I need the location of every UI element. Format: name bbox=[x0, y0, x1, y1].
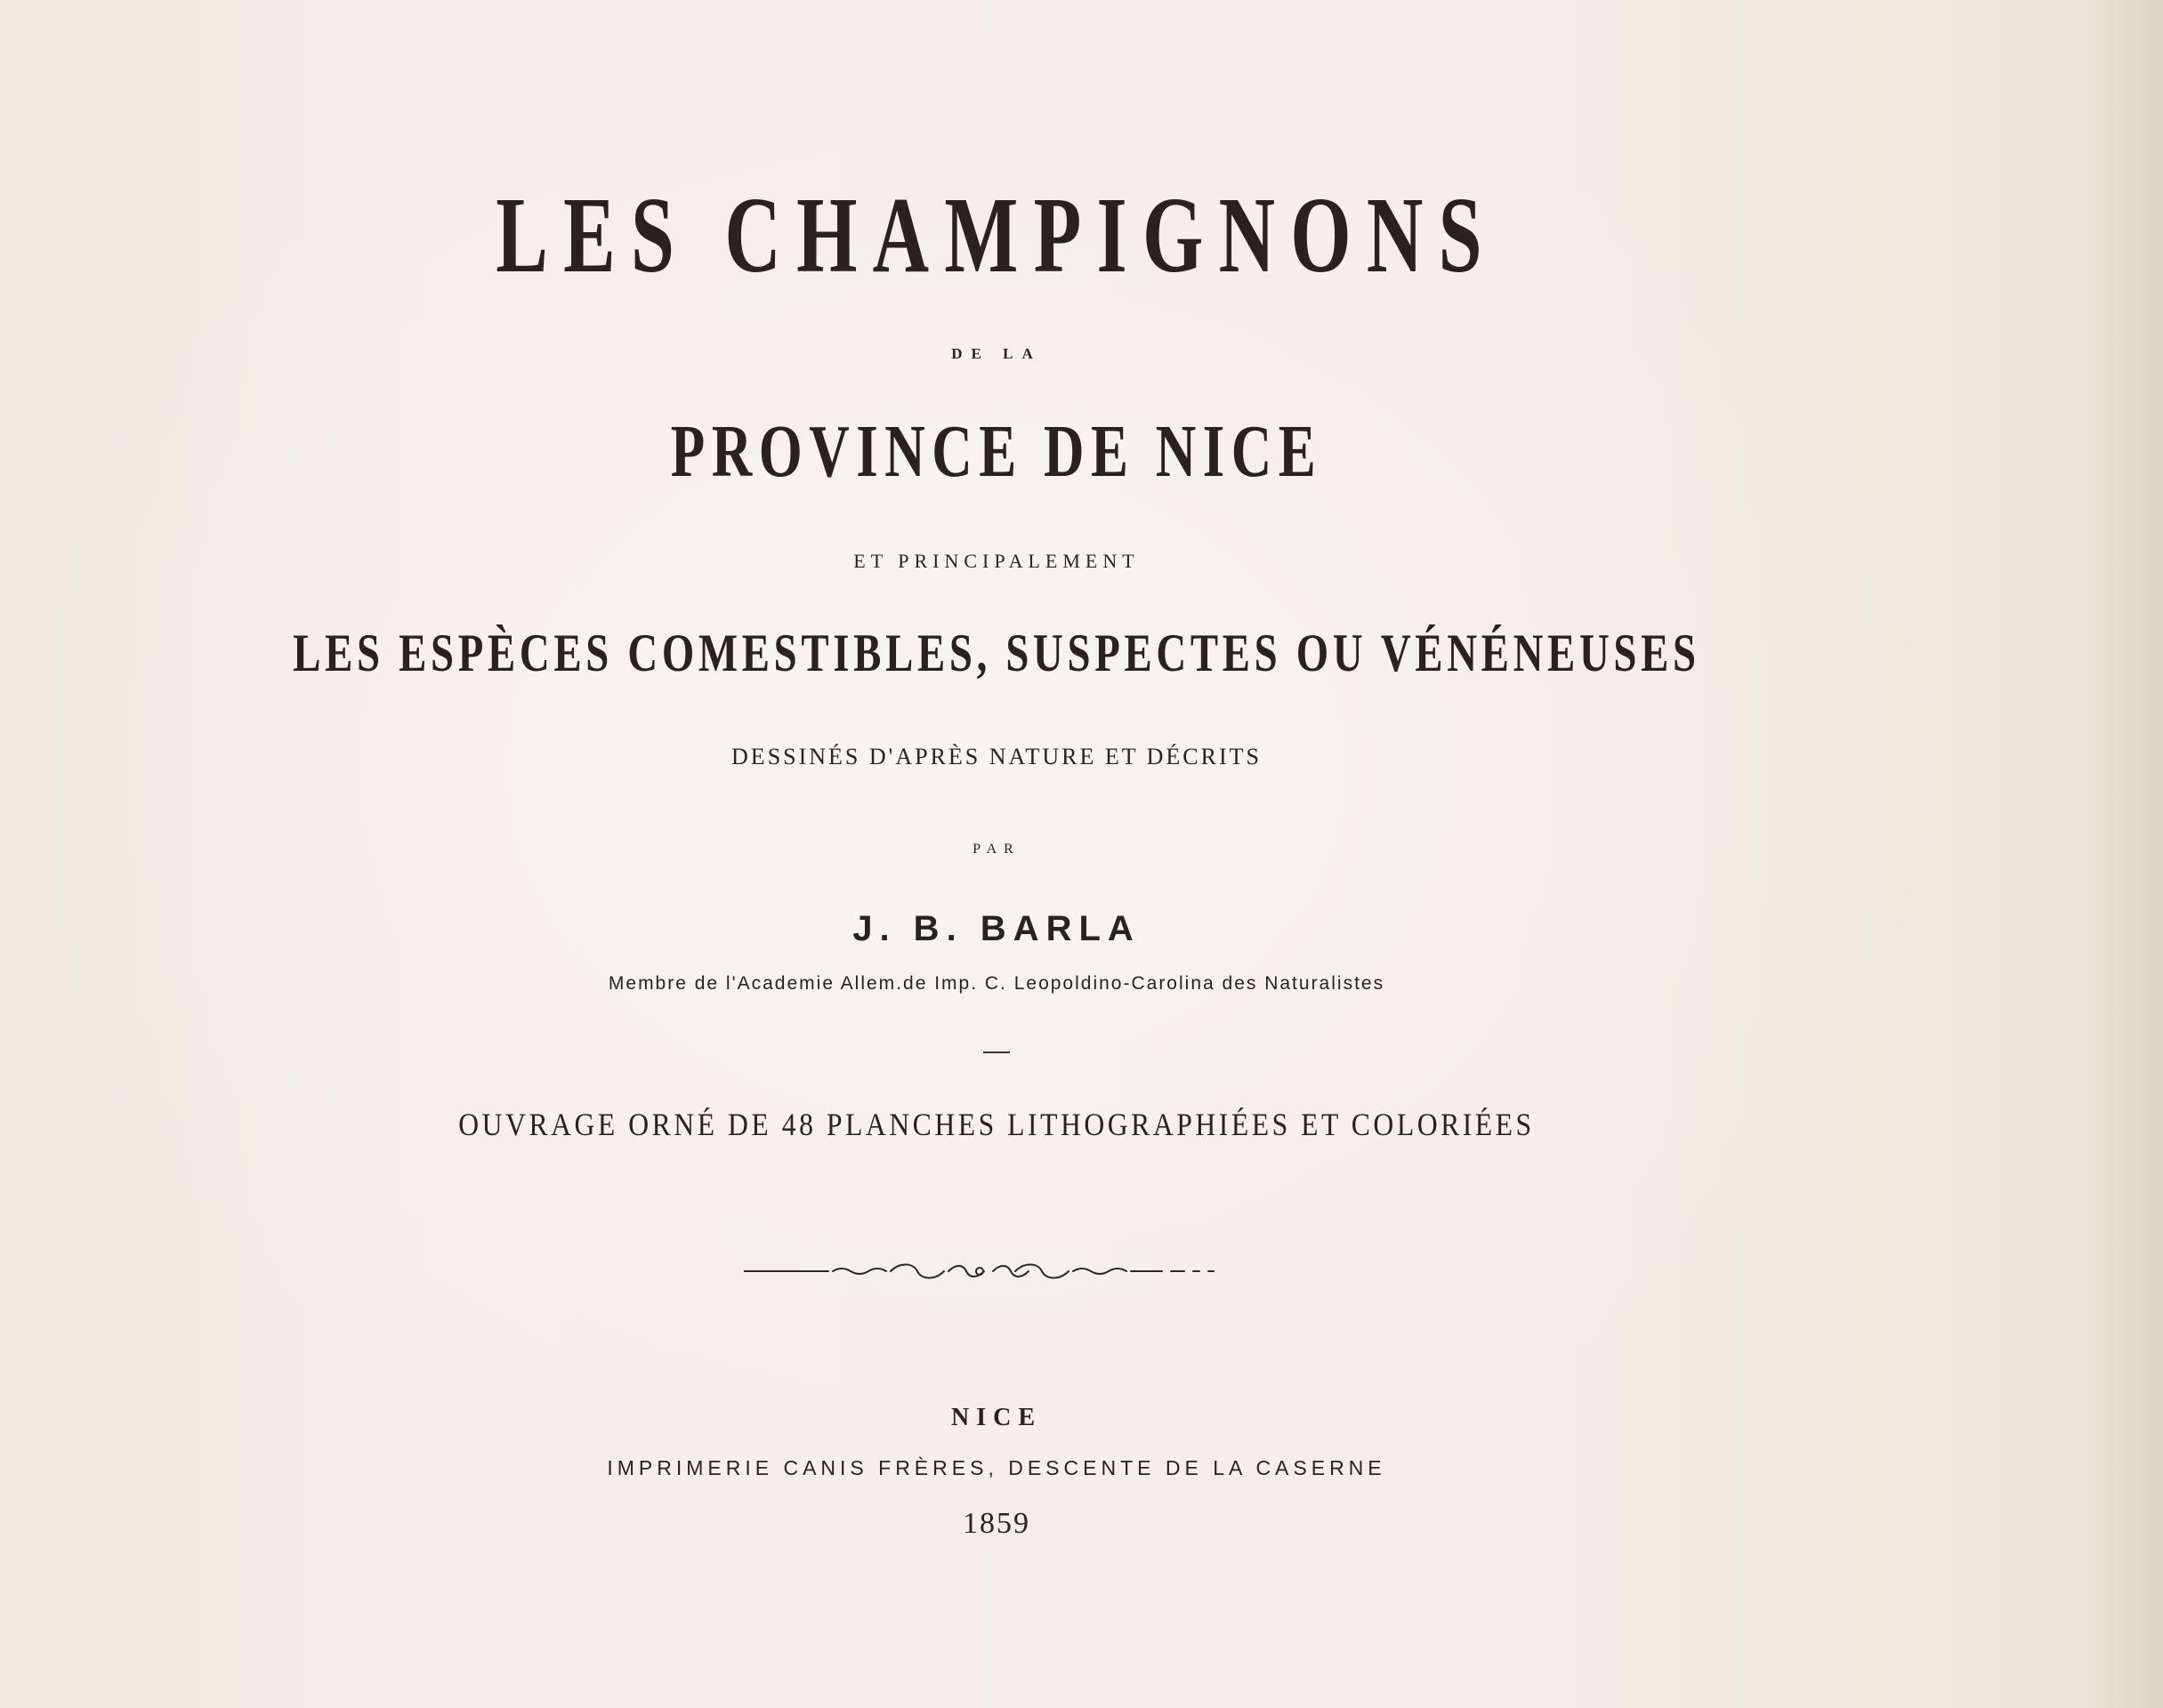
imprint-city: NICE bbox=[950, 1404, 1042, 1431]
subtitle-province: PROVINCE DE NICE bbox=[670, 410, 1323, 493]
imprint-printer: IMPRIMERIE CANIS FRÈRES, DESCENTE DE LA CASERNE bbox=[607, 1456, 1386, 1479]
ornament-flourish-icon bbox=[744, 1260, 1215, 1283]
author-membership: Membre de l'Academie Allem.de Imp. C. Leopoldino-Carolina des Naturalistes bbox=[608, 973, 1385, 994]
title-connector-de-la: DE LA bbox=[951, 345, 1042, 362]
page-edge-shadow bbox=[2083, 0, 2163, 1708]
subtitle-connector: ET PRINCIPALEMENT bbox=[853, 550, 1140, 572]
by-label: PAR bbox=[973, 842, 1021, 857]
divider-rule bbox=[983, 1051, 1010, 1053]
imprint-year: 1859 bbox=[963, 1507, 1030, 1540]
description-line: DESSINÉS D'APRÈS NATURE ET DÉCRITS bbox=[731, 744, 1262, 769]
author-name: J. B. BARLA bbox=[852, 909, 1141, 948]
plates-description: OUVRAGE ORNÉ DE 48 PLANCHES LITHOGRAPHIÉES ET COLORIÉES bbox=[458, 1107, 1535, 1142]
subtitle-especes: LES ESPÈCES COMESTIBLES, SUSPECTES OU VÉNÉNEUSES bbox=[293, 624, 1700, 682]
book-title: LES CHAMPIGNONS bbox=[496, 175, 1497, 295]
